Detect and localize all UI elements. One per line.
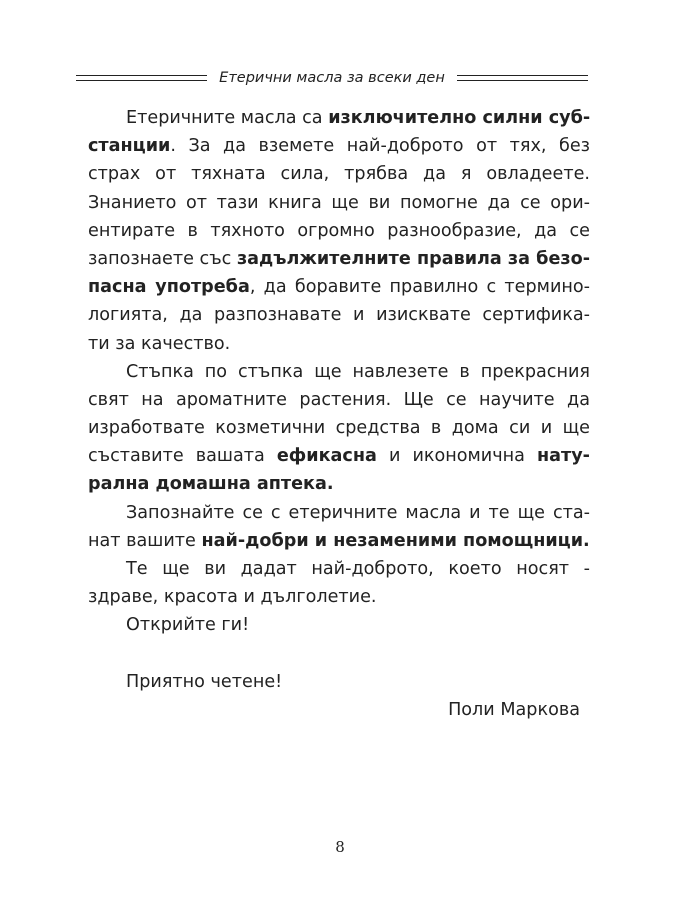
signature: Поли Маркова xyxy=(448,699,580,720)
paragraph-2-line-1: Стъпка по стъпка ще навлезете в прекрасния xyxy=(126,361,590,382)
paragraph-1-line-1 xyxy=(88,104,590,132)
paragraph-2-line-3: изработвате козметични средства в дома си и ще xyxy=(88,418,590,439)
bold-text: ефикасна xyxy=(276,446,377,467)
bold-text: изключително силни суб- xyxy=(328,108,591,128)
paragraph-1-line-4: Знанието от тази книга ще ви помогне да се ори- xyxy=(88,192,590,213)
bold-text: нату- xyxy=(536,446,590,467)
blank-line xyxy=(88,640,590,668)
paragraph-1-line-8: логията, да разпознавате и изисквате сертифика- xyxy=(88,305,590,326)
text-span: , да боравите правилно с термино- xyxy=(249,277,590,298)
closing-line: Приятно четене! xyxy=(126,671,283,692)
paragraph-2-line-4 xyxy=(88,442,590,470)
paragraph-2-line-5: рална домашна аптека. xyxy=(88,474,334,495)
header-title: Етерични масла за всеки ден xyxy=(219,70,445,86)
paragraph-5: Открийте ги! xyxy=(126,615,250,636)
header-rule-right xyxy=(457,75,588,81)
paragraph-1-line-9: ти за качество. xyxy=(88,333,231,354)
paragraph-3-line-1: Запознайте се с етеричните масла и те ще ста- xyxy=(126,502,590,523)
paragraph-1-line-5: ентирате в тяхното огромно разнообразие, да се xyxy=(88,220,590,241)
paragraph-1-line-2 xyxy=(88,132,590,160)
paragraph-1-line-7 xyxy=(88,273,590,301)
bold-text: най-добри и незаменими помощници. xyxy=(201,530,590,551)
paragraph-4-line-2: здраве, красота и дълголетие. xyxy=(88,587,377,608)
bold-text: задължителните правила за безо- xyxy=(236,248,590,269)
header-rule-left xyxy=(76,75,207,81)
paragraph-2-line-2: свят на ароматните растения. Ще се научите да xyxy=(88,389,590,410)
text-span: Етеричните масла са xyxy=(126,108,329,128)
paragraph-1-line-6 xyxy=(88,245,590,273)
paragraph-4-line-1: Те ще ви дадат най-доброто, което носят - xyxy=(126,559,590,579)
text-span: запознаете със xyxy=(88,248,237,269)
text-span: и икономична xyxy=(376,446,537,467)
text-span: съставите вашата xyxy=(88,446,277,467)
bold-text: пасна употреба xyxy=(88,277,250,298)
paragraph-3-line-2 xyxy=(88,527,590,555)
paragraph-1-line-3: страх от тяхната сила, трябва да я овладеете. xyxy=(88,164,590,185)
body-text xyxy=(88,104,590,724)
running-header xyxy=(76,62,588,94)
text-span: . За да вземете най-доброто от тях, без xyxy=(170,136,590,157)
page-number: 8 xyxy=(335,838,345,856)
bold-text: станции xyxy=(88,136,171,157)
text-span: нат вашите xyxy=(88,530,202,551)
